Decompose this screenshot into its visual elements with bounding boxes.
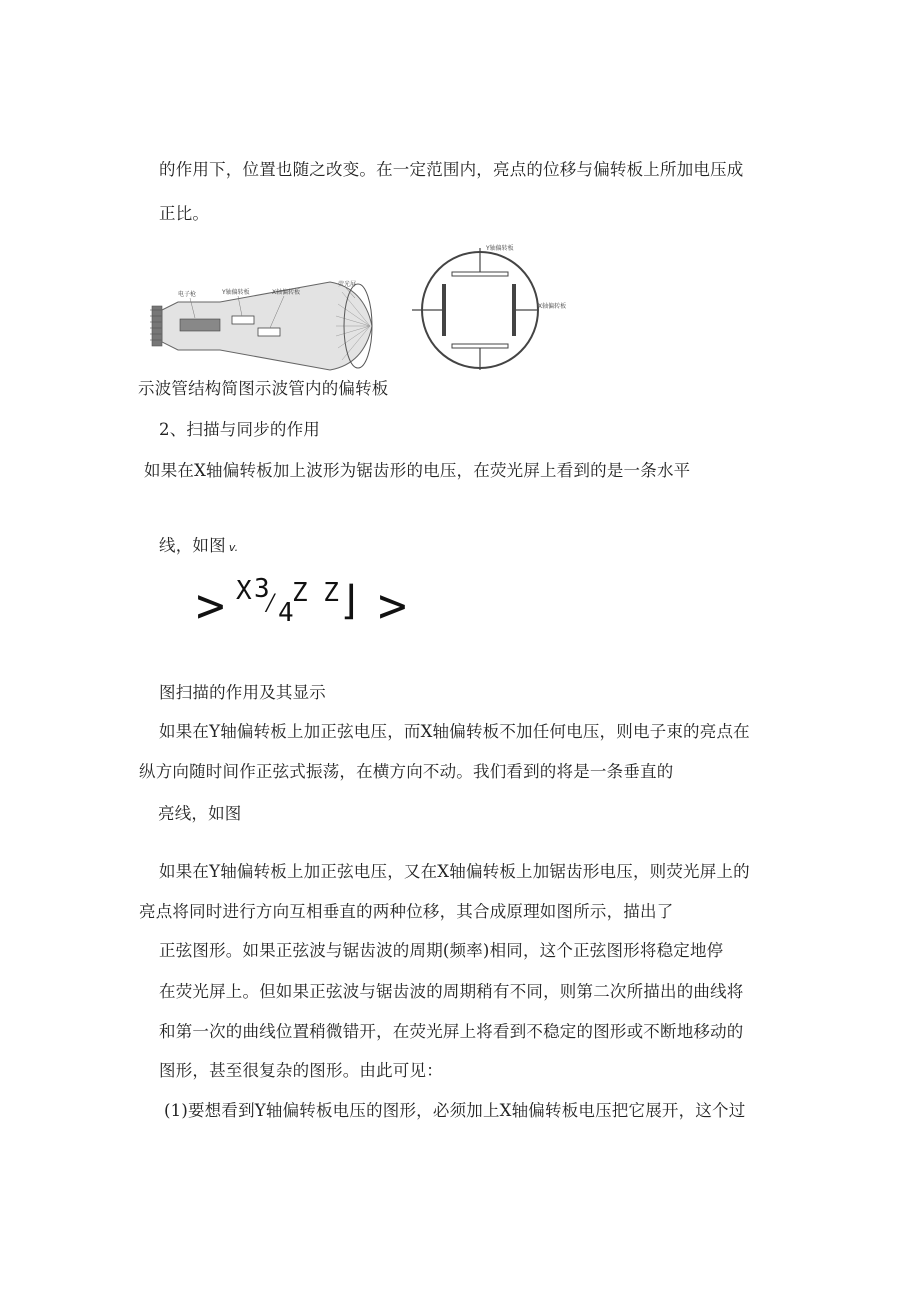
text-line-12: 和第一次的曲线位置稍微错开，在荧光屏上将看到不稳定的图形或不断地移动的 [159, 1022, 744, 1041]
text-line-4 [159, 538, 238, 555]
text-line-9: 亮点将同时进行方向互相垂直的两种位移，其合成原理如图所示，描出了 [139, 902, 674, 921]
oscilloscope-tube-figure [150, 276, 380, 376]
text-line-14: (1)要想看到Y轴偏转板电压的图形，必须加上X轴偏转板电压把它展开，这个过 [164, 1101, 746, 1120]
label-y-plate: Y轴偏转板 [222, 289, 250, 296]
figure-caption-2: 图扫描的作用及其显示 [159, 683, 326, 702]
wave-slash: ⁄ [262, 586, 279, 619]
arrow-left: > [196, 578, 225, 634]
text-line-8: 如果在Y轴偏转板上加正弦电压，又在X轴偏转板上加锯齿形电压，则荧光屏上的 [159, 862, 750, 881]
text-line-3: 如果在X轴偏转板加上波形为锯齿形的电压，在荧光屏上看到的是一条水平 [144, 461, 691, 480]
text-line-7: 亮线，如图 [158, 804, 242, 823]
text-line-1: 的作用下，位置也随之改变。在一定范围内，亮点的位移与偏转板上所加电压成 [159, 160, 744, 179]
text-line-5: 如果在Y轴偏转板上加正弦电压，而X轴偏转板不加任何电压，则电子束的亮点在 [159, 722, 750, 741]
text-line-2: 正比。 [159, 204, 210, 223]
label-x-plate: X轴偏转板 [272, 289, 301, 296]
arrow-right: > [378, 578, 407, 634]
figure-caption-1: 示波管结构简图示波管内的偏转板 [138, 379, 389, 398]
wave-4: 4 [278, 598, 294, 628]
figure-mark: v. [228, 541, 239, 554]
text-line-13: 图形，甚至很复杂的图形。由此可见： [159, 1061, 443, 1080]
wave-bar: ⌋ [338, 578, 363, 624]
text-line-4-main: 线，如图 [159, 536, 226, 555]
wave-x: X [236, 576, 252, 606]
wave-zz: Z Z [292, 578, 339, 608]
text-line-10: 正弦图形。如果正弦波与锯齿波的周期(频率)相同，这个正弦图形将稳定地停 [159, 941, 724, 960]
text-line-11: 在荧光屏上。但如果正弦波与锯齿波的周期稍有不同，则第二次所描出的曲线将 [159, 982, 744, 1001]
label-electron-gun: 电子枪 [178, 291, 197, 298]
text-line-6: 纵方向随时间作正弦式振荡，在横方向不动。我们看到的将是一条垂直的 [139, 762, 674, 781]
sawtooth-figure [196, 568, 426, 634]
label-x-plate-2: X轴偏转板 [538, 303, 567, 310]
wave-3: 3 [254, 574, 270, 604]
section-heading-2: 2、扫描与同步的作用 [159, 420, 320, 439]
deflection-plates-figure [408, 238, 588, 378]
label-y-plate-2: Y轴偏转板 [486, 245, 514, 252]
label-screen: 荧光屏 [338, 281, 357, 288]
